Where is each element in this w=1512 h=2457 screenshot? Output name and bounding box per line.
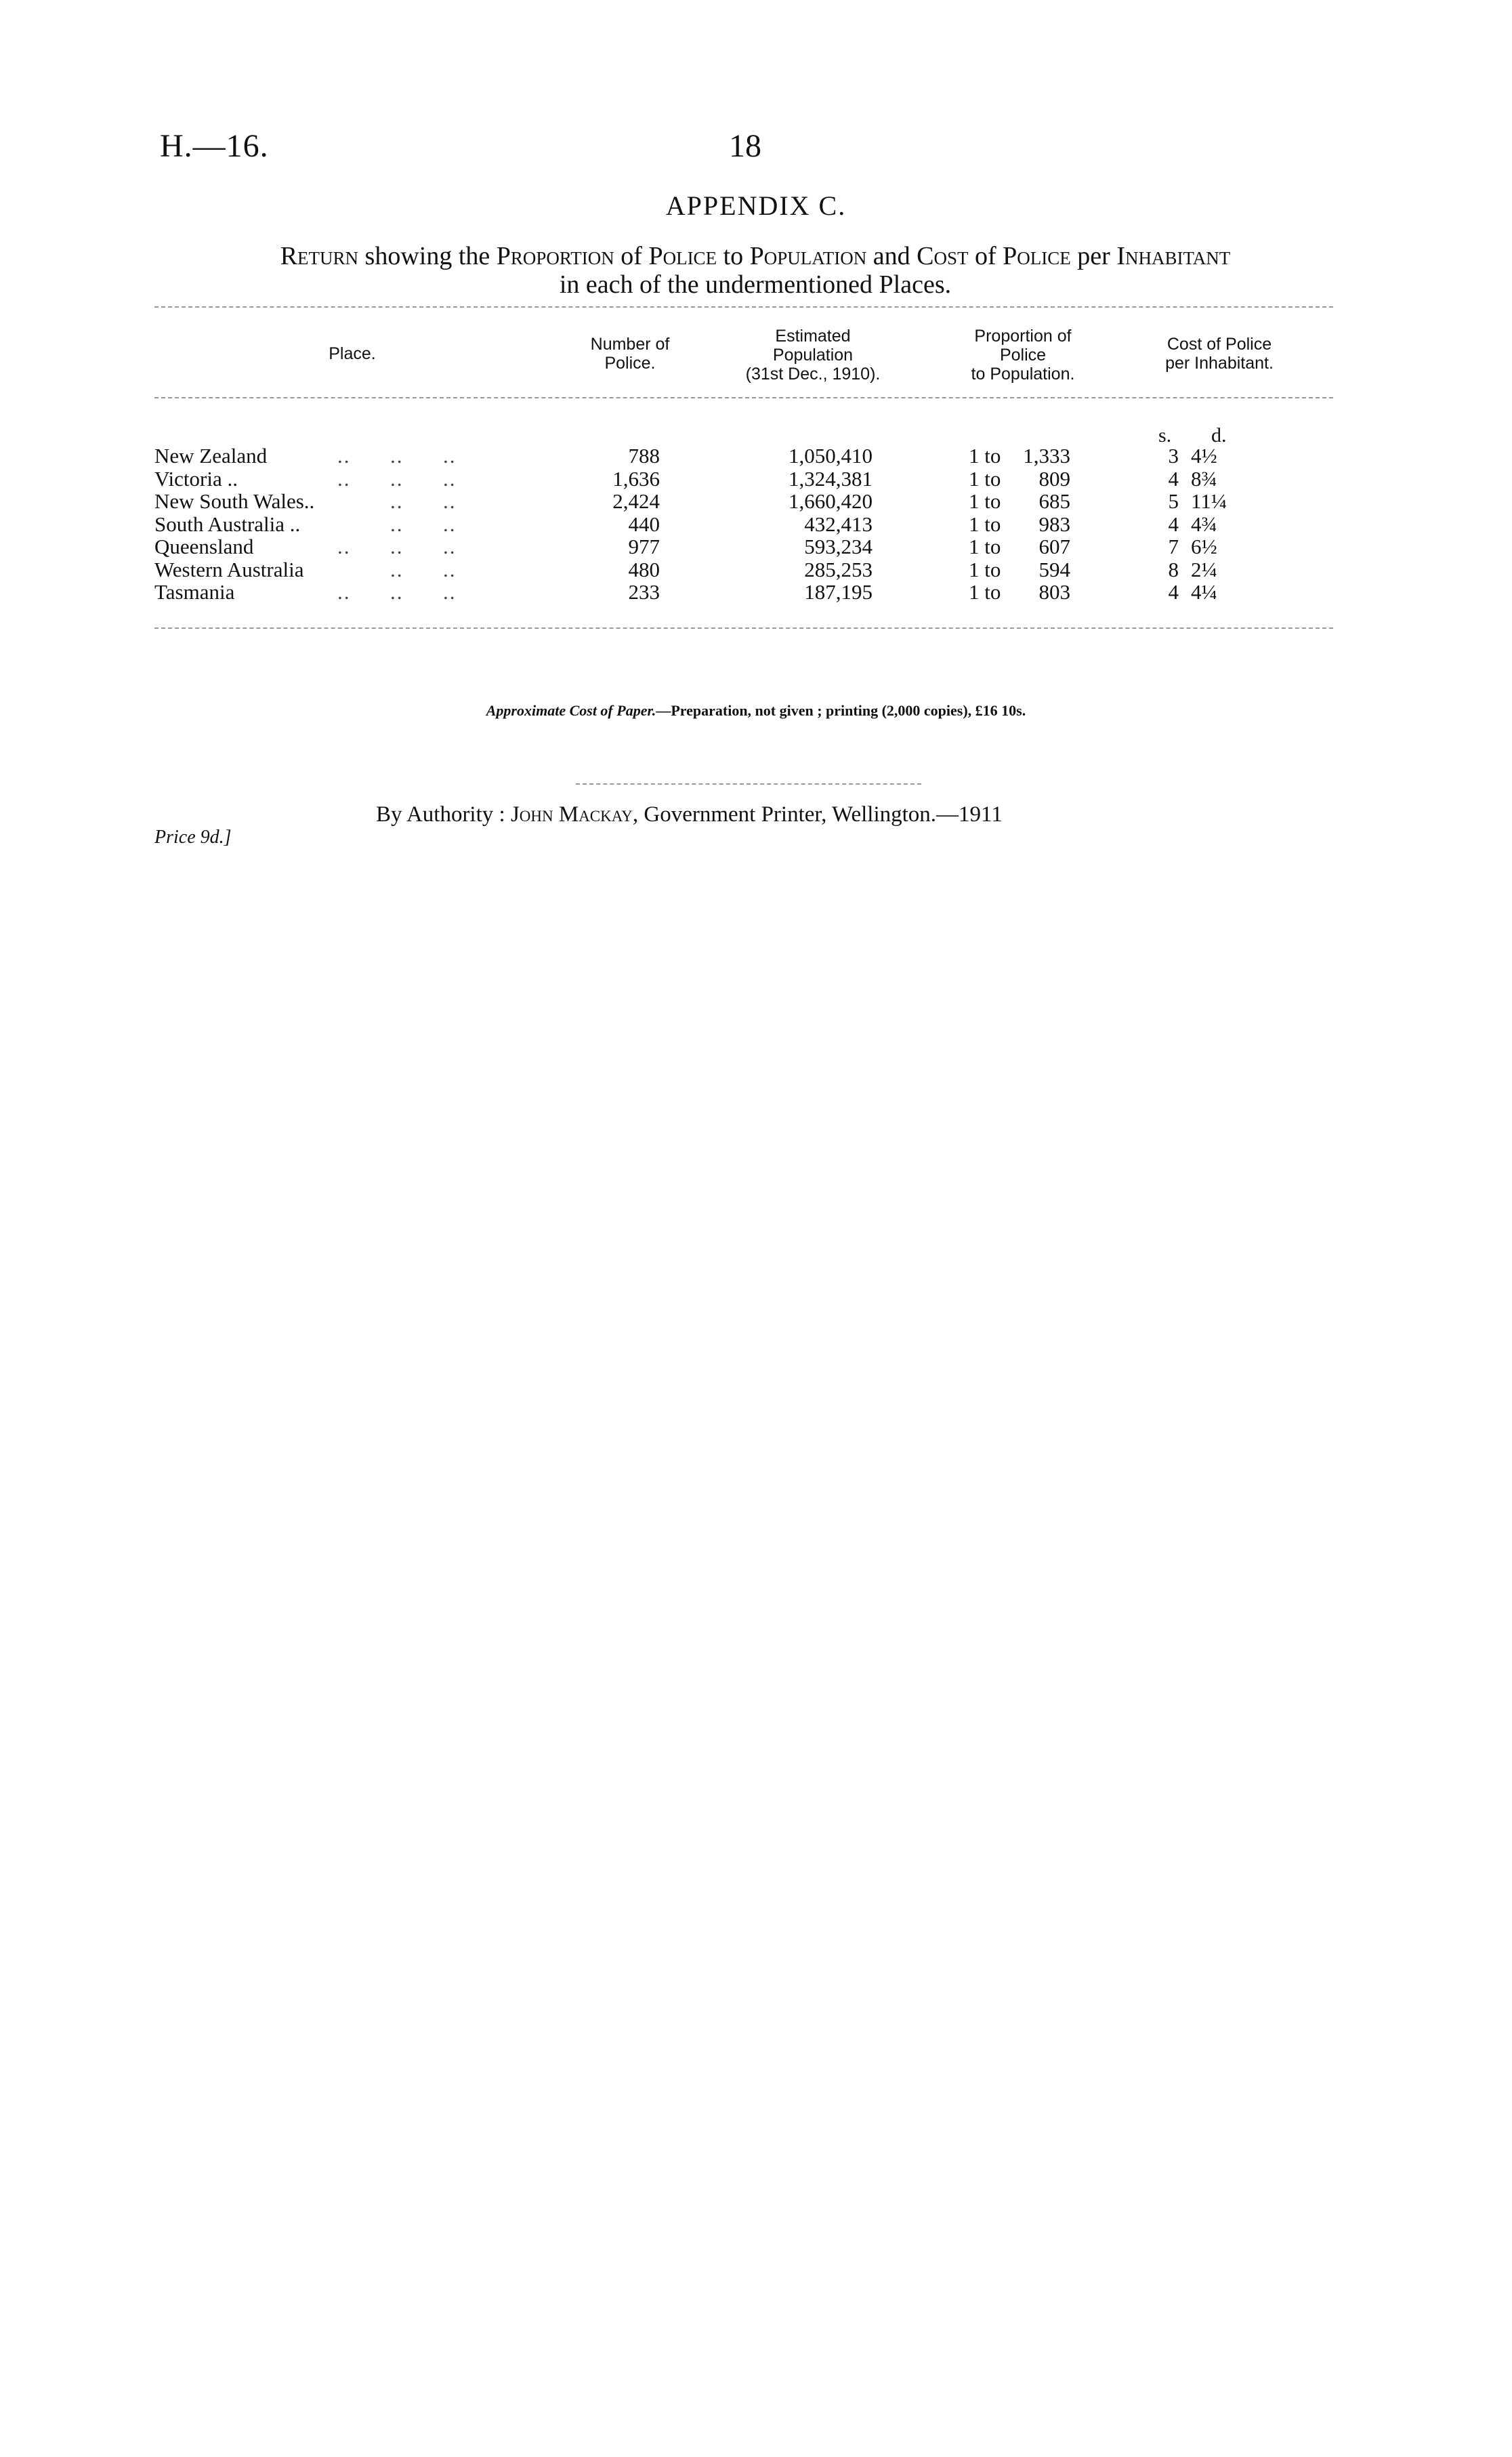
footer-rule (576, 783, 921, 785)
police-count: 440 (628, 512, 660, 536)
proportion-value: 803 (1038, 580, 1070, 604)
header-number-of-police (562, 335, 698, 373)
cost-shillings: 3 (1168, 444, 1179, 468)
header-line: Estimated (775, 327, 851, 346)
population-word: Population (749, 242, 867, 270)
proportion-value: 594 (1038, 557, 1070, 581)
header-cost-per-inhabitant (1131, 335, 1307, 373)
table-row (0, 468, 1512, 490)
printer-authority (376, 802, 1003, 827)
table-row (0, 558, 1512, 581)
header-line: (31st Dec., 1910). (745, 365, 881, 384)
police-count: 977 (628, 535, 660, 558)
header-line: Number of (590, 335, 670, 354)
cost-shillings: 4 (1168, 512, 1179, 536)
cost-shillings: 4 (1168, 466, 1179, 491)
header-proportion (935, 327, 1111, 384)
proportion-prefix: 1 to (969, 444, 1001, 468)
leader-dots: .. .. .. (337, 444, 457, 468)
population-value: 1,050,410 (789, 444, 873, 468)
table-row (0, 513, 1512, 535)
unit-shillings: s. (1158, 424, 1172, 447)
cost-shillings: 4 (1168, 580, 1179, 604)
header-line: Police (999, 346, 1047, 365)
table-row (0, 581, 1512, 603)
return-subtitle: in each of the undermentioned Places. (559, 270, 952, 299)
proportion-value: 1,333 (1023, 444, 1070, 468)
place-name: Tasmania (154, 580, 235, 604)
cost-pence: 2¼ (1191, 557, 1217, 581)
proportion-prefix: 1 to (969, 489, 1001, 513)
header-line: Population (772, 346, 854, 365)
place-name: South Australia .. (154, 512, 301, 536)
police-word: Police (1003, 242, 1071, 270)
page-number: 18 (729, 128, 761, 164)
police-count: 2,424 (612, 489, 660, 513)
cost-shillings: 7 (1168, 535, 1179, 558)
header-line: per Inhabitant. (1165, 354, 1274, 373)
leader-dots: .. .. (337, 512, 457, 536)
inhabitant-word: Inhabitant (1116, 242, 1231, 270)
place-name: Victoria .. (154, 466, 238, 491)
proportion-prefix: 1 to (969, 557, 1001, 581)
cost-pence: 4¾ (1191, 512, 1217, 536)
police-count: 233 (628, 580, 660, 604)
proportion-prefix: 1 to (969, 466, 1001, 491)
leader-dots: .. .. .. (337, 466, 457, 491)
cost-word: Cost (917, 242, 969, 270)
cost-of-paper-label: Approximate Cost of Paper. (486, 702, 656, 719)
appendix-title: APPENDIX C. (665, 190, 847, 221)
proportion-word: Proportion (496, 242, 614, 270)
return-title (156, 241, 1355, 271)
place-name: New Zealand (154, 444, 268, 468)
header-line: Proportion of (974, 327, 1072, 346)
police-count: 480 (628, 557, 660, 581)
cost-of-paper-text: —Preparation, not given ; printing (2,000 copies), £16 10s. (656, 702, 1026, 719)
authority-suffix: , Government Printer, Wellington.—1911 (632, 802, 1003, 827)
proportion-value: 607 (1038, 535, 1070, 558)
header-bottom-rule (154, 397, 1333, 398)
population-value: 1,324,381 (789, 466, 873, 491)
proportion-value: 685 (1038, 489, 1070, 513)
table-row (0, 535, 1512, 558)
place-name: Queensland (154, 535, 254, 558)
cost-pence: 8¾ (1191, 466, 1217, 491)
return-text: and (866, 242, 917, 270)
police-count: 788 (628, 444, 660, 468)
proportion-value: 983 (1038, 512, 1070, 536)
return-word: Return (280, 242, 359, 270)
table-row (0, 490, 1512, 512)
population-value: 1,660,420 (789, 489, 873, 513)
header-line: Police. (604, 354, 656, 373)
cost-pence: 4½ (1191, 444, 1217, 468)
return-text: of (614, 242, 649, 270)
population-value: 285,253 (804, 557, 873, 581)
leader-dots: .. .. .. (337, 535, 457, 558)
population-value: 432,413 (804, 512, 873, 536)
proportion-prefix: 1 to (969, 580, 1001, 604)
cost-shillings: 8 (1168, 557, 1179, 581)
return-text: showing the (358, 242, 497, 270)
header-place: Place. (329, 344, 376, 363)
header-estimated-population (728, 327, 898, 384)
population-value: 593,234 (804, 535, 873, 558)
return-text: to (717, 242, 750, 270)
table-top-rule (154, 306, 1333, 308)
proportion-prefix: 1 to (969, 512, 1001, 536)
cost-pence: 4¼ (1191, 580, 1217, 604)
cost-of-paper (0, 702, 1512, 720)
table-bottom-rule (154, 627, 1333, 629)
price: Price 9d.] (154, 827, 232, 848)
unit-pence: d. (1211, 424, 1227, 447)
return-text: of (968, 242, 1003, 270)
leader-dots: .. .. (337, 557, 457, 581)
leader-dots: .. .. (337, 489, 457, 513)
cost-pence: 6½ (1191, 535, 1217, 558)
cost-pence: 11¼ (1191, 489, 1227, 513)
header-line: Cost of Police (1167, 335, 1272, 354)
proportion-prefix: 1 to (969, 535, 1001, 558)
police-count: 1,636 (612, 466, 660, 491)
place-name: Western Australia (154, 557, 304, 581)
authority-prefix: By Authority : (376, 802, 511, 827)
return-text: per (1070, 242, 1117, 270)
population-value: 187,195 (804, 580, 873, 604)
header-line: to Population. (971, 365, 1075, 384)
table-row (0, 445, 1512, 467)
leader-dots: .. .. .. (337, 580, 457, 604)
police-word: Police (648, 242, 717, 270)
printer-name: John Mackay (510, 802, 633, 827)
page-reference: H.—16. (160, 128, 269, 164)
proportion-value: 809 (1038, 466, 1070, 491)
cost-shillings: 5 (1168, 489, 1179, 513)
place-name: New South Wales.. (154, 489, 315, 513)
